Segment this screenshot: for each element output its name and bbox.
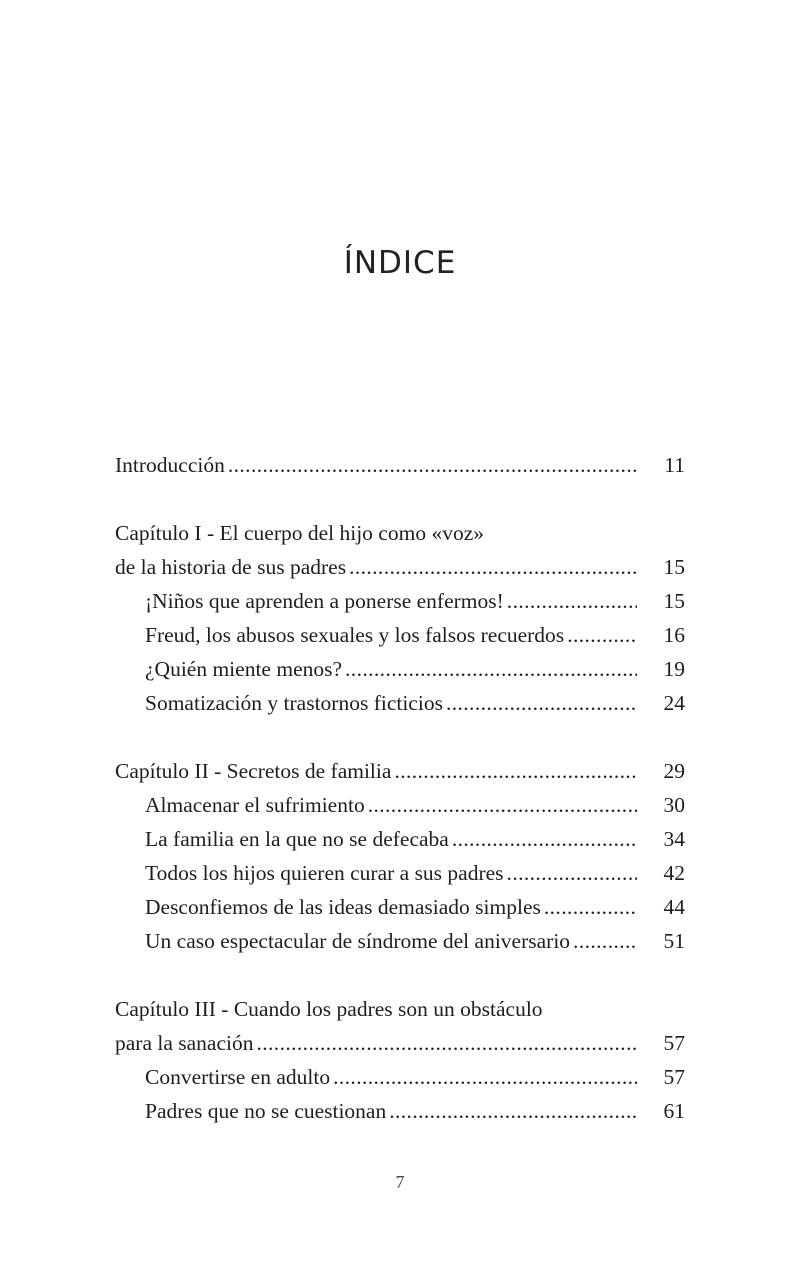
toc-subentry-title: La familia en la que no se defecaba (145, 827, 449, 851)
dot-leader (333, 1060, 637, 1094)
toc-subentry-title: Somatización y trastornos ficticios (145, 691, 443, 715)
toc-subentry-title: ¡Niños que aprenden a ponerse enfermos! (145, 589, 504, 613)
toc-entry-page: 15 (663, 555, 685, 579)
toc-subentry (115, 856, 685, 890)
toc-subentry-title: Desconfiemos de las ideas demasiado simples (145, 895, 541, 919)
dot-leader (349, 550, 637, 584)
toc-subentry-title: Almacenar el sufrimiento (145, 793, 365, 817)
toc-entry-page: 11 (664, 453, 685, 477)
dot-leader (567, 618, 637, 652)
toc-entry-page: 44 (663, 895, 685, 919)
toc-subentry (115, 890, 685, 924)
toc-chapter-title-cont: para la sanación (115, 1031, 254, 1055)
toc-subentry-title: ¿Quién miente menos? (145, 657, 343, 681)
dot-leader (544, 890, 637, 924)
toc-subentry (115, 822, 685, 856)
page-number: 7 (395, 1172, 405, 1192)
toc-chapter-title-cont: de la historia de sus padres (115, 555, 347, 579)
toc-entry-introduccion (115, 448, 685, 482)
toc-subentry-title: Freud, los abusos sexuales y los falsos recuerdos (145, 623, 565, 647)
toc-chapter-title: Capítulo III - Cuando los padres son un obstáculo (115, 997, 543, 1021)
toc-entry-page: 29 (663, 759, 685, 783)
toc-subentry-title: Convertirse en adulto (145, 1065, 331, 1089)
toc-subentry (115, 1094, 685, 1128)
dot-leader (228, 448, 637, 482)
toc-subentry-title: Padres que no se cuestionan (145, 1099, 387, 1123)
toc-subentry (115, 652, 685, 686)
toc-entry-title: Introducción (115, 453, 225, 477)
dot-leader (573, 924, 637, 958)
toc-entry-page: 16 (663, 623, 685, 647)
toc-subentry (115, 1060, 685, 1094)
toc-chapter-title: Capítulo II - Secretos de familia (115, 759, 392, 783)
toc-subentry (115, 924, 685, 958)
toc-entry-page: 51 (663, 929, 685, 953)
toc-subentry-title: Todos los hijos quieren curar a sus padres (145, 861, 504, 885)
toc-chapter-entry (115, 1026, 685, 1060)
dot-leader (446, 686, 637, 720)
toc-chapter-entry (115, 754, 685, 788)
dot-leader (507, 856, 637, 890)
dot-leader (256, 1026, 637, 1060)
toc-entry-page: 30 (663, 793, 685, 817)
dot-leader (507, 584, 637, 618)
dot-leader (452, 822, 637, 856)
toc-entry-page: 24 (663, 691, 685, 715)
toc-subentry-title: Un caso espectacular de síndrome del aniversario (145, 929, 571, 953)
toc-chapter-title: Capítulo I - El cuerpo del hijo como «voz» (115, 521, 484, 545)
toc-chapter-heading (115, 516, 685, 550)
toc-chapter-heading (115, 992, 685, 1026)
toc-entry-page: 57 (663, 1065, 685, 1089)
toc-subentry (115, 788, 685, 822)
toc-entry-page: 15 (663, 589, 685, 613)
toc-entry-page: 61 (663, 1099, 685, 1123)
toc-entry-page: 19 (663, 657, 685, 681)
toc-entry-page: 57 (663, 1031, 685, 1055)
dot-leader (368, 788, 637, 822)
table-of-contents (115, 448, 685, 1128)
toc-entry-page: 42 (663, 861, 685, 885)
dot-leader (389, 1094, 637, 1128)
dot-leader (345, 652, 637, 686)
toc-chapter-entry (115, 550, 685, 584)
toc-subentry (115, 686, 685, 720)
dot-leader (394, 754, 637, 788)
toc-entry-page: 34 (663, 827, 685, 851)
page-title: ÍNDICE (343, 245, 457, 281)
toc-subentry (115, 584, 685, 618)
toc-subentry (115, 618, 685, 652)
